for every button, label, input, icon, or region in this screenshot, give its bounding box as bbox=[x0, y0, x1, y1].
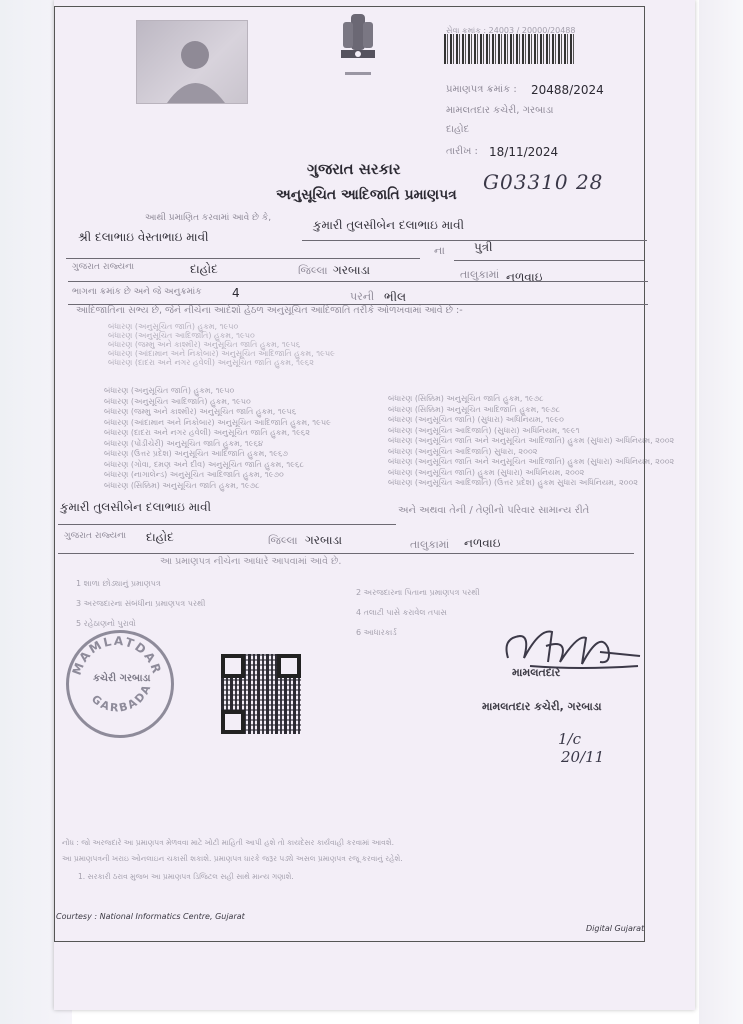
date-label: તારીખ : bbox=[446, 146, 478, 157]
preamble-orders bbox=[108, 322, 628, 372]
order-item: બંધારણ (સિક્કિમ) અનુસૂચિત જાતિ હુકમ, ૧૯૭૮ bbox=[104, 480, 260, 490]
resident-district-label: જિલ્લા bbox=[268, 534, 298, 547]
document-item: 1 શાળા છોડ્યાનું પ્રમાણપત્ર bbox=[76, 579, 161, 588]
scan-background-right bbox=[699, 0, 743, 1024]
cert-number-label: પ્રમાણપત્ર ક્રમાંક : bbox=[446, 84, 517, 95]
order-item: બંધારણ (અનુસૂચિત આદિજાતિ) (ઉત્તર પ્રદેશ) હુકમ સુધારા અધિનિયમ, ૨૦૦૨ bbox=[388, 478, 639, 487]
govt-title: ગુજરાત સરકાર bbox=[307, 160, 401, 178]
signatory-title: મામલતદાર bbox=[512, 666, 561, 679]
footer-credit: Courtesy : National Informatics Centre, Gujarat bbox=[56, 912, 245, 921]
state-label: ગુજરાત રાજ્યના bbox=[72, 262, 135, 272]
order-item: બંધારણ (ગોવા, દમણ અને દીવ) અનુસૂચિત જાતિ હુકમ, ૧૯૬૮ bbox=[104, 459, 304, 469]
district-label: જિલ્લા bbox=[298, 264, 328, 277]
preamble-line: બંધારણ (અનુસૂચિત જાતિ) હુકમ, ૧૯૫૦ bbox=[108, 322, 239, 331]
schedule-label: ભાગના ક્રમાંક છે અને જે અનુક્રમાંક bbox=[72, 287, 202, 297]
relation: પુત્રી bbox=[474, 240, 493, 254]
resident-taluka-label: તાલુકામાં bbox=[410, 538, 450, 551]
caste-label: પરની bbox=[350, 290, 375, 303]
order-item: બંધારણ (આંદામાન અને નિકોબાર) અનુસૂચિત આદિજાતિ હુકમ, ૧૯૫૯ bbox=[104, 417, 331, 427]
village: દાહોદ bbox=[190, 262, 218, 276]
stamp-bottom-text: GARBADA bbox=[89, 681, 154, 715]
qr-code bbox=[221, 654, 301, 734]
relation-label: ના bbox=[434, 244, 445, 257]
qr-finder bbox=[277, 654, 301, 678]
preamble-line: બંધારણ (જમ્મુ અને કાશ્મીર) અનુસૂચિત જાતિ હુકમ, ૧૯૫૬ bbox=[108, 340, 301, 349]
order-item: બંધારણ (દાદરા અને નગર હવેલી) અનુસૂચિત જાતિ હુકમ, ૧૯૬૨ bbox=[104, 428, 310, 437]
preamble-line: બંધારણ (દાદરા અને નગર હવેલી) અનુસૂચિત જાતિ હુકમ, ૧૯૬૨ bbox=[108, 358, 314, 367]
svg-text:MAMLATDAR bbox=[70, 634, 165, 677]
order-item: બંધારણ (અનુસૂચિત જાતિ) (સુધારા) અધિનિયમ, ૧૯૯૦ bbox=[388, 415, 564, 424]
order-item: બંધારણ (સિક્કિમ) અનુસૂચિત જાતિ હુકમ, ૧૯૭૮ bbox=[388, 394, 544, 403]
resident-text: અને અથવા તેની / તેણીનો પરિવાર સામાન્ય રીતે bbox=[398, 505, 590, 516]
caste: ભીલ bbox=[384, 290, 407, 304]
relation-underline bbox=[454, 260, 644, 261]
order-item: બંધારણ (જમ્મુ અને કાશ્મીર) અનુસૂચિત જાતિ હુકમ, ૧૯૫૬ bbox=[104, 407, 297, 416]
document-item: 4 તલાટી પાસે કરાવેલ તપાસ bbox=[356, 608, 447, 617]
orders-list-right bbox=[388, 394, 675, 494]
applicant-photo bbox=[136, 20, 248, 104]
order-item: બંધારણ (અનુસૂચિત આદિજાતિ) (સુધારા) અધિનિયમ, ૧૯૯૧ bbox=[388, 425, 580, 435]
order-item: બંધારણ (અનુસૂચિત જાતિ) હુકમ, ૧૯૫૦ bbox=[104, 386, 235, 395]
order-item: બંધારણ (અનુસૂચિત જાતિ અને અનુસૂચિત આદિજાતિ) હુકમ (સુધારા) અધિનિયમ, ૨૦૦૨ bbox=[388, 436, 675, 445]
order-item: બંધારણ (અનુસૂચિત જાતિ) હુકમ (સુધારા) અધિનિયમ, ૨૦૦૨ bbox=[388, 467, 585, 477]
footer-note-1: નોંધ : જો અરજદારે આ પ્રમાણપત્ર મેળવવા માટે ખોટી માહિતી આપી હશે તો કાયદેસર કાર્યવાહી કરવામાં આવશે. bbox=[62, 838, 394, 847]
stamp-middle-text: કચેરી ગરબાડા bbox=[93, 673, 151, 684]
resident-state-label: ગુજરાત રાજ્યના bbox=[64, 531, 127, 541]
order-item: બંધારણ (અનુસૂચિત આદિજાતિ) હુકમ, ૧૯૫૦ bbox=[104, 396, 251, 406]
footer-brand: Digital Gujarat bbox=[586, 924, 645, 933]
resident-name: કુમારી તુલસીબેન દલાભાઇ માવી bbox=[60, 500, 212, 514]
taluka: નળવાઇ bbox=[506, 270, 543, 284]
basis-text: આ પ્રમાણપત્ર નીચેના આધારે આપવામાં આવે છે. bbox=[160, 556, 342, 567]
certify-text: આથી પ્રમાણિત કરવામાં આવે છે કે, bbox=[145, 213, 272, 223]
cert-number: 20488/2024 bbox=[531, 83, 604, 97]
qr-finder bbox=[221, 710, 245, 734]
resident-village: દાહોદ bbox=[146, 530, 174, 544]
issue-date: 18/11/2024 bbox=[489, 145, 559, 159]
order-item: બંધારણ (નાગાલેન્ડ) અનુસૂચિત આદિજાતિ હુકમ, ૧૯૭૦ bbox=[104, 470, 284, 479]
documents-left bbox=[76, 574, 346, 634]
certificate-barcode bbox=[444, 34, 576, 64]
document-item: 3 અરજદારના સંબંધીના પ્રમાણપત્ર પરથી bbox=[76, 599, 206, 608]
signatory-office: મામલતદાર કચેરી, ગરબાડા bbox=[482, 700, 602, 713]
handwritten-note-2: 20/11 bbox=[561, 748, 605, 766]
taluka-label: તાલુકામાં bbox=[460, 268, 500, 281]
father-underline bbox=[66, 258, 420, 259]
issuing-district: દાહોદ bbox=[446, 124, 470, 135]
stamp-top-text: MAMLATDAR bbox=[69, 633, 165, 677]
preamble-line: બંધારણ (આંદામાન અને નિકોબાર) અનુસૂચિત આદિજાતિ હુકમ, ૧૯૫૯ bbox=[108, 349, 335, 358]
issuing-office: મામલતદાર કચેરી, ગરબાડા bbox=[446, 105, 554, 116]
order-item: બંધારણ (અનુસૂચિત જાતિ અને અનુસૂચિત આદિજાતિ) હુકમ (સુધારા) અધિનિયમ, ૨૦૦૨ bbox=[388, 457, 675, 466]
official-stamp bbox=[66, 630, 174, 738]
preamble-line: બંધારણ (અનુસૂચિત આદિજાતિ) હુકમ, ૧૯૫૦ bbox=[108, 331, 255, 340]
applicant-name: કુમારી તુલસીબેન દલાભાઇ માવી bbox=[313, 218, 465, 232]
order-item: બંધારણ (પોંડીચેરી) અનુસૂચિત જાતિ હુકમ, ૧૯૬૪ bbox=[104, 438, 263, 448]
footer-note-2: આ પ્રમાણપત્રની ખરાઇ ઓનલાઇન ચકાસી શકાશે. પ્રમાણપત્ર ધારકે જરૂર પડ્યે અસલ પ્રમાણપત્ર રજૂ કરવાનું રહેશે. bbox=[62, 854, 403, 863]
certificate-title: અનુસૂચિત આદિજાતિ પ્રમાણપત્ર bbox=[276, 187, 457, 203]
resident-district: ગરબાડા bbox=[305, 533, 343, 547]
person-icon bbox=[137, 21, 247, 103]
resident-underline bbox=[58, 524, 396, 525]
resident-address-underline bbox=[58, 553, 634, 554]
svg-text:GARBADA bbox=[89, 681, 154, 714]
document-item: 5 રહેઠાણનો પુરાવો bbox=[76, 619, 136, 628]
national-emblem-icon bbox=[333, 6, 383, 84]
address-underline bbox=[68, 281, 648, 282]
community-text: આદિજાતિના સભ્ય છે, જેને નીચેના આદેશો હેઠળ અનુસૂચિત આદિજાતિ તરીકે ઓળખવામાં આવે છે :- bbox=[76, 305, 463, 316]
document-item: 2 અરજદારના પિતાના પ્રમાણપત્ર પરથી bbox=[356, 588, 480, 597]
document-item: 6 આધારકાર્ડ bbox=[356, 628, 397, 637]
footer-note-3: 1. સરકારી ઠરાવ મુજબ આ પ્રમાણપત્ર ડિજિટલ સહી સાથે માન્ય ગણાશે. bbox=[78, 872, 294, 881]
barcode-number: સેવા ક્રમાંક : 24003 / 20000/20488 bbox=[446, 26, 576, 35]
resident-taluka: નળવાઇ bbox=[464, 536, 501, 550]
district: ગરબાડા bbox=[333, 263, 371, 277]
order-item: બંધારણ (અનુસૂચિત આદિજાતિ) સુધારા, ૨૦૦૨ bbox=[388, 446, 538, 456]
qr-finder bbox=[221, 654, 245, 678]
handwritten-note-1: 1/c bbox=[558, 730, 581, 748]
serial-number: 4 bbox=[232, 286, 240, 300]
order-item: બંધારણ (સિક્કિમ) અનુસૂચિત આદિજાતિ હુકમ, ૧૯૭૮ bbox=[388, 404, 561, 414]
order-item: બંધારણ (ઉત્તર પ્રદેશ) અનુસૂચિત આદિજાતિ હુકમ, ૧૯૬૭ bbox=[104, 449, 288, 458]
orders-list-left bbox=[104, 386, 364, 496]
father-name: શ્રી દલાભાઇ વેસ્તાભાઇ માવી bbox=[78, 230, 209, 244]
handwritten-number: G03310 28 bbox=[483, 170, 604, 194]
